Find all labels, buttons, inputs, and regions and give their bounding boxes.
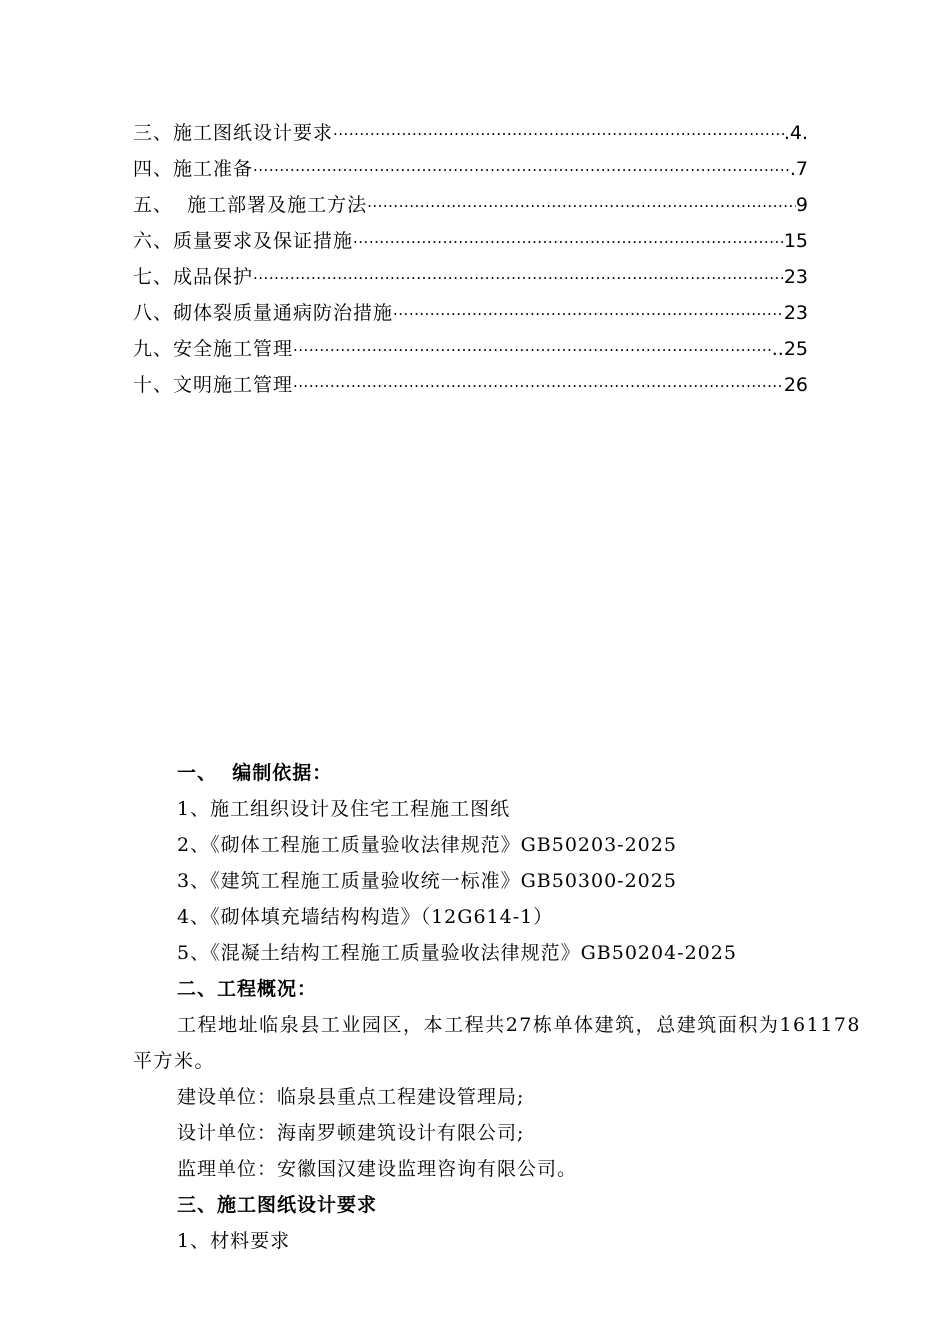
design-unit: 设计单位：海南罗顿建筑设计有限公司; [177, 1122, 525, 1144]
basis-item: 3、《建筑工程施工质量验收统一标准》GB50300-2025 [177, 870, 677, 892]
material-requirements-item: 1、材料要求 [177, 1230, 291, 1252]
toc-entry-label: 三、施工图纸设计要求 [133, 122, 334, 144]
basis-item: 2、《砌体工程施工质量验收法律规范》GB50203-2025 [177, 834, 677, 856]
toc-entry-page: 26 [783, 374, 808, 396]
table-of-contents [133, 115, 808, 403]
toc-entry[interactable] [133, 187, 808, 223]
toc-entry-page: .7 [789, 158, 808, 180]
toc-entry[interactable] [133, 151, 808, 187]
toc-entry-label: 十、文明施工管理 [133, 374, 294, 396]
section-heading-basis: 一、 编制依据： [177, 762, 333, 784]
project-overview-paragraph: 工程地址临泉县工业园区，本工程共27栋单体建筑，总建筑面积为161178平方米。 [133, 1014, 861, 1072]
toc-entry-page: 9 [795, 194, 808, 216]
toc-entry-page: .4. [783, 122, 808, 144]
toc-entry[interactable] [133, 331, 808, 367]
toc-leader-dots [333, 116, 784, 152]
toc-entry-page: 23 [783, 302, 808, 324]
toc-entry-label: 八、砌体裂质量通病防治措施 [133, 302, 394, 324]
toc-entry-label: 六、质量要求及保证措施 [133, 230, 354, 252]
toc-entry-label: 九、安全施工管理 [133, 338, 294, 360]
document-body [133, 755, 861, 1259]
toc-leader-dots [253, 152, 790, 188]
builder-unit: 建设单位：临泉县重点工程建设管理局; [177, 1086, 525, 1108]
toc-leader-dots [253, 260, 784, 296]
toc-leader-dots [353, 224, 784, 260]
toc-entry-label: 五、 施工部署及施工方法 [133, 194, 368, 216]
toc-leader-dots [367, 188, 796, 224]
section-heading-overview: 二、工程概况： [177, 978, 318, 1000]
toc-entry-label: 四、施工准备 [133, 158, 254, 180]
toc-entry[interactable] [133, 367, 808, 403]
toc-entry[interactable] [133, 115, 808, 151]
toc-entry[interactable] [133, 259, 808, 295]
toc-entry-page: 15 [783, 230, 808, 252]
toc-entry-page: 23 [783, 266, 808, 288]
toc-entry-label: 七、成品保护 [133, 266, 254, 288]
toc-leader-dots [393, 296, 784, 332]
toc-entry[interactable] [133, 295, 808, 331]
basis-item: 4、《砌体填充墙结构构造》（12G614-1） [177, 906, 554, 928]
section-heading-drawing-requirements: 三、施工图纸设计要求 [177, 1194, 378, 1216]
toc-leader-dots [293, 368, 784, 404]
toc-entry[interactable] [133, 223, 808, 259]
supervision-unit: 监理单位：安徽国汉建设监理咨询有限公司。 [177, 1158, 578, 1180]
basis-item: 5、《混凝土结构工程施工质量验收法律规范》GB50204-2025 [177, 942, 737, 964]
toc-entry-page: ..25 [771, 338, 808, 360]
toc-leader-dots [293, 332, 772, 368]
basis-item: 1、施工组织设计及住宅工程施工图纸 [177, 798, 511, 820]
